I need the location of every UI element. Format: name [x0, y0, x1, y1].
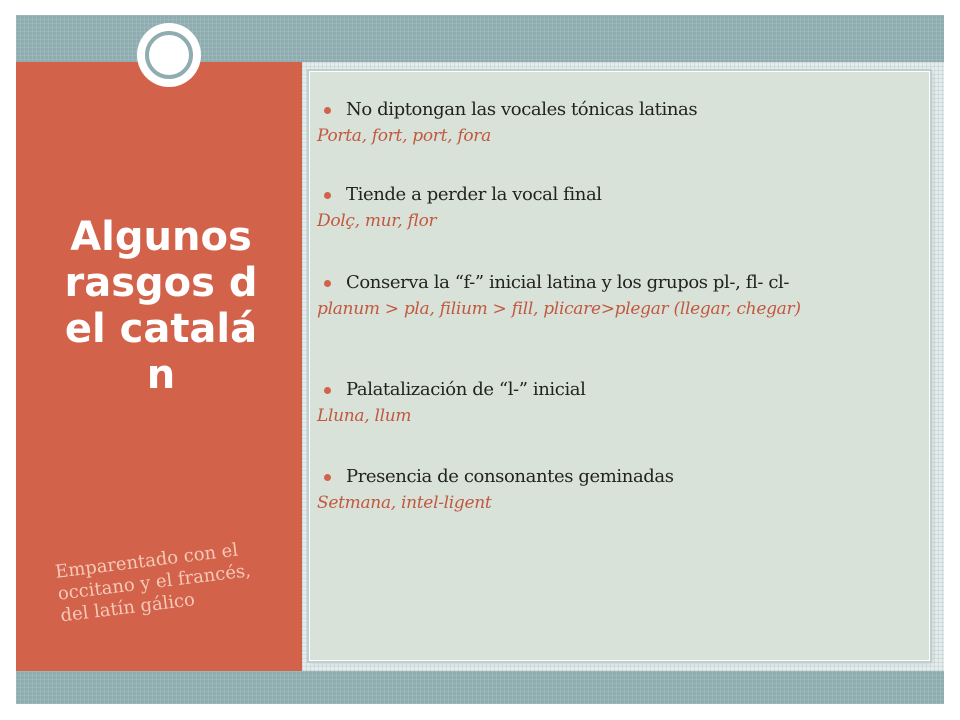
bullet-text: No diptongan las vocales tónicas latinas [346, 99, 698, 120]
bullet-item [310, 184, 930, 231]
bullet-example [310, 300, 930, 319]
slide-title: Algunos rasgos del catalán [64, 214, 258, 398]
bullet-text: Presencia de consonantes geminadas [346, 466, 674, 487]
bullet-example [310, 127, 930, 146]
example-text: planum > pla, filium > fill, plicare>plegar (llegar, chegar) [317, 299, 801, 319]
example-text: Setmana, intel-ligent [317, 493, 492, 513]
content-card [309, 71, 930, 661]
bullet-text: Palatalización de “l-” inicial [346, 379, 586, 400]
bullet-text: Tiende a perder la vocal final [346, 184, 602, 205]
circle-ring-icon [145, 31, 193, 79]
bullet-row [310, 184, 930, 206]
bullet-dot-icon [324, 107, 331, 114]
bullet-item [310, 466, 930, 513]
bullet-item [310, 379, 930, 426]
bullet-example [310, 494, 930, 513]
bullet-dot-icon [324, 387, 331, 394]
slide-subtitle: Emparentado con el occitano y el francés, del latín gálico [54, 539, 252, 627]
bullet-row [310, 466, 930, 488]
bullet-row [310, 272, 930, 294]
bullet-dot-icon [324, 474, 331, 481]
bullet-text: Conserva la “f-” inicial latina y los grupos pl-, fl- cl- [346, 272, 790, 293]
circle-emblem-icon [137, 23, 201, 87]
bullet-item [310, 99, 930, 146]
title-panel [16, 62, 302, 671]
example-text: Dolç, mur, flor [317, 211, 437, 231]
example-text: Lluna, llum [317, 406, 412, 426]
example-text: Porta, fort, port, fora [317, 126, 491, 146]
bullet-dot-icon [324, 192, 331, 199]
bullet-dot-icon [324, 280, 331, 287]
bullet-row [310, 379, 930, 401]
bullet-example [310, 212, 930, 231]
bullet-row [310, 99, 930, 121]
bullet-example [310, 407, 930, 426]
bullet-item [310, 272, 930, 319]
